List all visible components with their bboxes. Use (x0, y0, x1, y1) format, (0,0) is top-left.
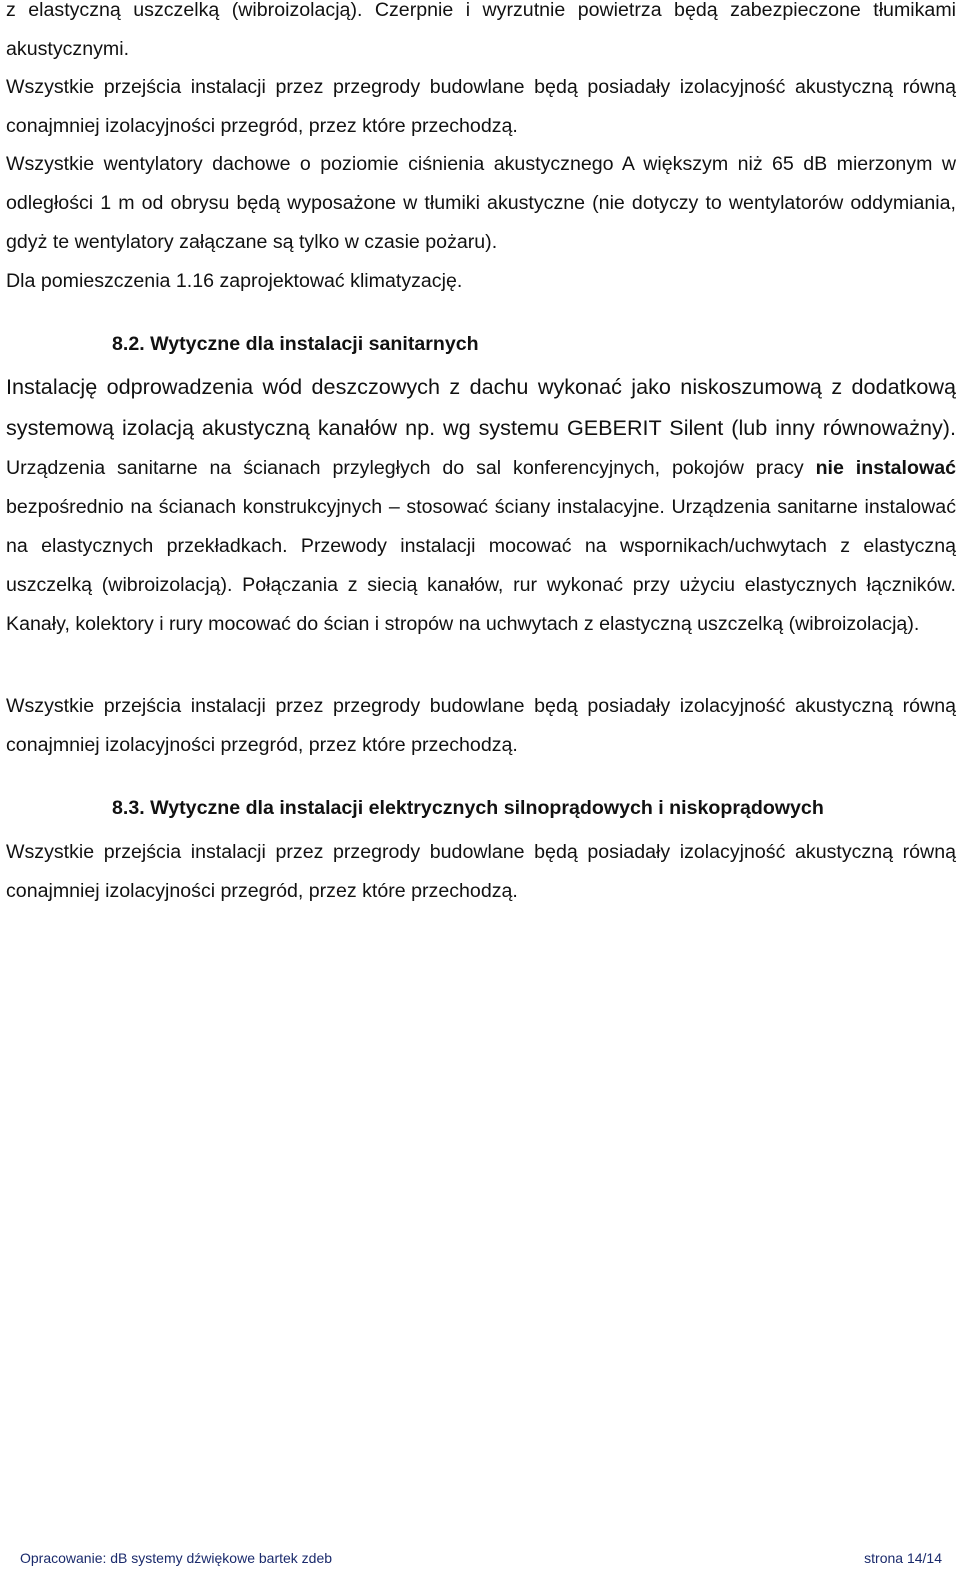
sanitary-bold-warning: nie instalować (815, 457, 956, 479)
paragraph-sanitary-penetrations: Wszystkie przejścia instalacji przez przegrody budowlane będą posiadały izolacyjność akustyczną równą conajmniej izolacyjności przegród, przez które przechodzą. (6, 695, 956, 756)
paragraph-intro: z elastyczną uszczelką (wibroizolacją). Czerpnie i wyrzutnie powietrza będą zabezpieczone tłumikami akustycznymi. (6, 0, 956, 60)
section-heading-8-2: 8.2. Wytyczne dla instalacji sanitarnych (112, 333, 479, 355)
paragraph-penetrations: Wszystkie przejścia instalacji przez przegrody budowlane będą posiadały izolacyjność akustyczną równą conajmniej izolacyjności przegród, przez które przechodzą. (6, 76, 956, 137)
paragraph-electrical-penetrations: Wszystkie przejścia instalacji przez przegrody budowlane będą posiadały izolacyjność akustyczną równą conajmniej izolacyjności przegród, przez które przechodzą. (6, 841, 956, 902)
section-heading-8-3: 8.3. Wytyczne dla instalacji elektrycznych silnoprądowych i niskoprądowych (112, 797, 824, 819)
sanitary-drainage-text: Instalację odprowadzenia wód deszczowych z dachu wykonać jako niskoszumową z dodatkową systemową izolacją akustyczną kanałów np. wg systemu GEBERIT Silent (lub inny równoważny). (6, 374, 956, 440)
paragraph-sanitary (6, 367, 956, 644)
sanitary-text-part2: bezpośrednio na ścianach konstrukcyjnych – stosować ściany instalacyjne. Urządzenia sanitarne instalować na elastycznych przekładkach. Przewody instalacji mocować na wspornikach/uchwytach z elastyczną uszczelką (wibroizolacją). Połączania z siecią kanałów, rur wykonać przy użyciu elastycznych łączników. Kanały, kolektory i rury mocować do ścian i stropów na uchwytach z elastyczną uszczelką (wibroizolacją). (6, 496, 956, 635)
paragraph-roof-fans: Wszystkie wentylatory dachowe o poziomie ciśnienia akustycznego A większym niż 65 dB mierzonym w odległości 1 m od obrysu będą wyposażone w tłumiki akustyczne (nie dotyczy to wentylatorów oddymiania, gdyż te wentylatory załączane są tylko w czasie pożaru). (6, 153, 956, 253)
sanitary-text-part1: Urządzenia sanitarne na ścianach przyległych do sal konferencyjnych, pokojów pracy (6, 457, 816, 479)
paragraph-air-conditioning: Dla pomieszczenia 1.16 zaprojektować klimatyzację. (6, 270, 463, 292)
footer-author: Opracowanie: dB systemy dźwiękowe bartek zdeb (20, 1550, 333, 1566)
footer-page-number: strona 14/14 (864, 1550, 942, 1566)
